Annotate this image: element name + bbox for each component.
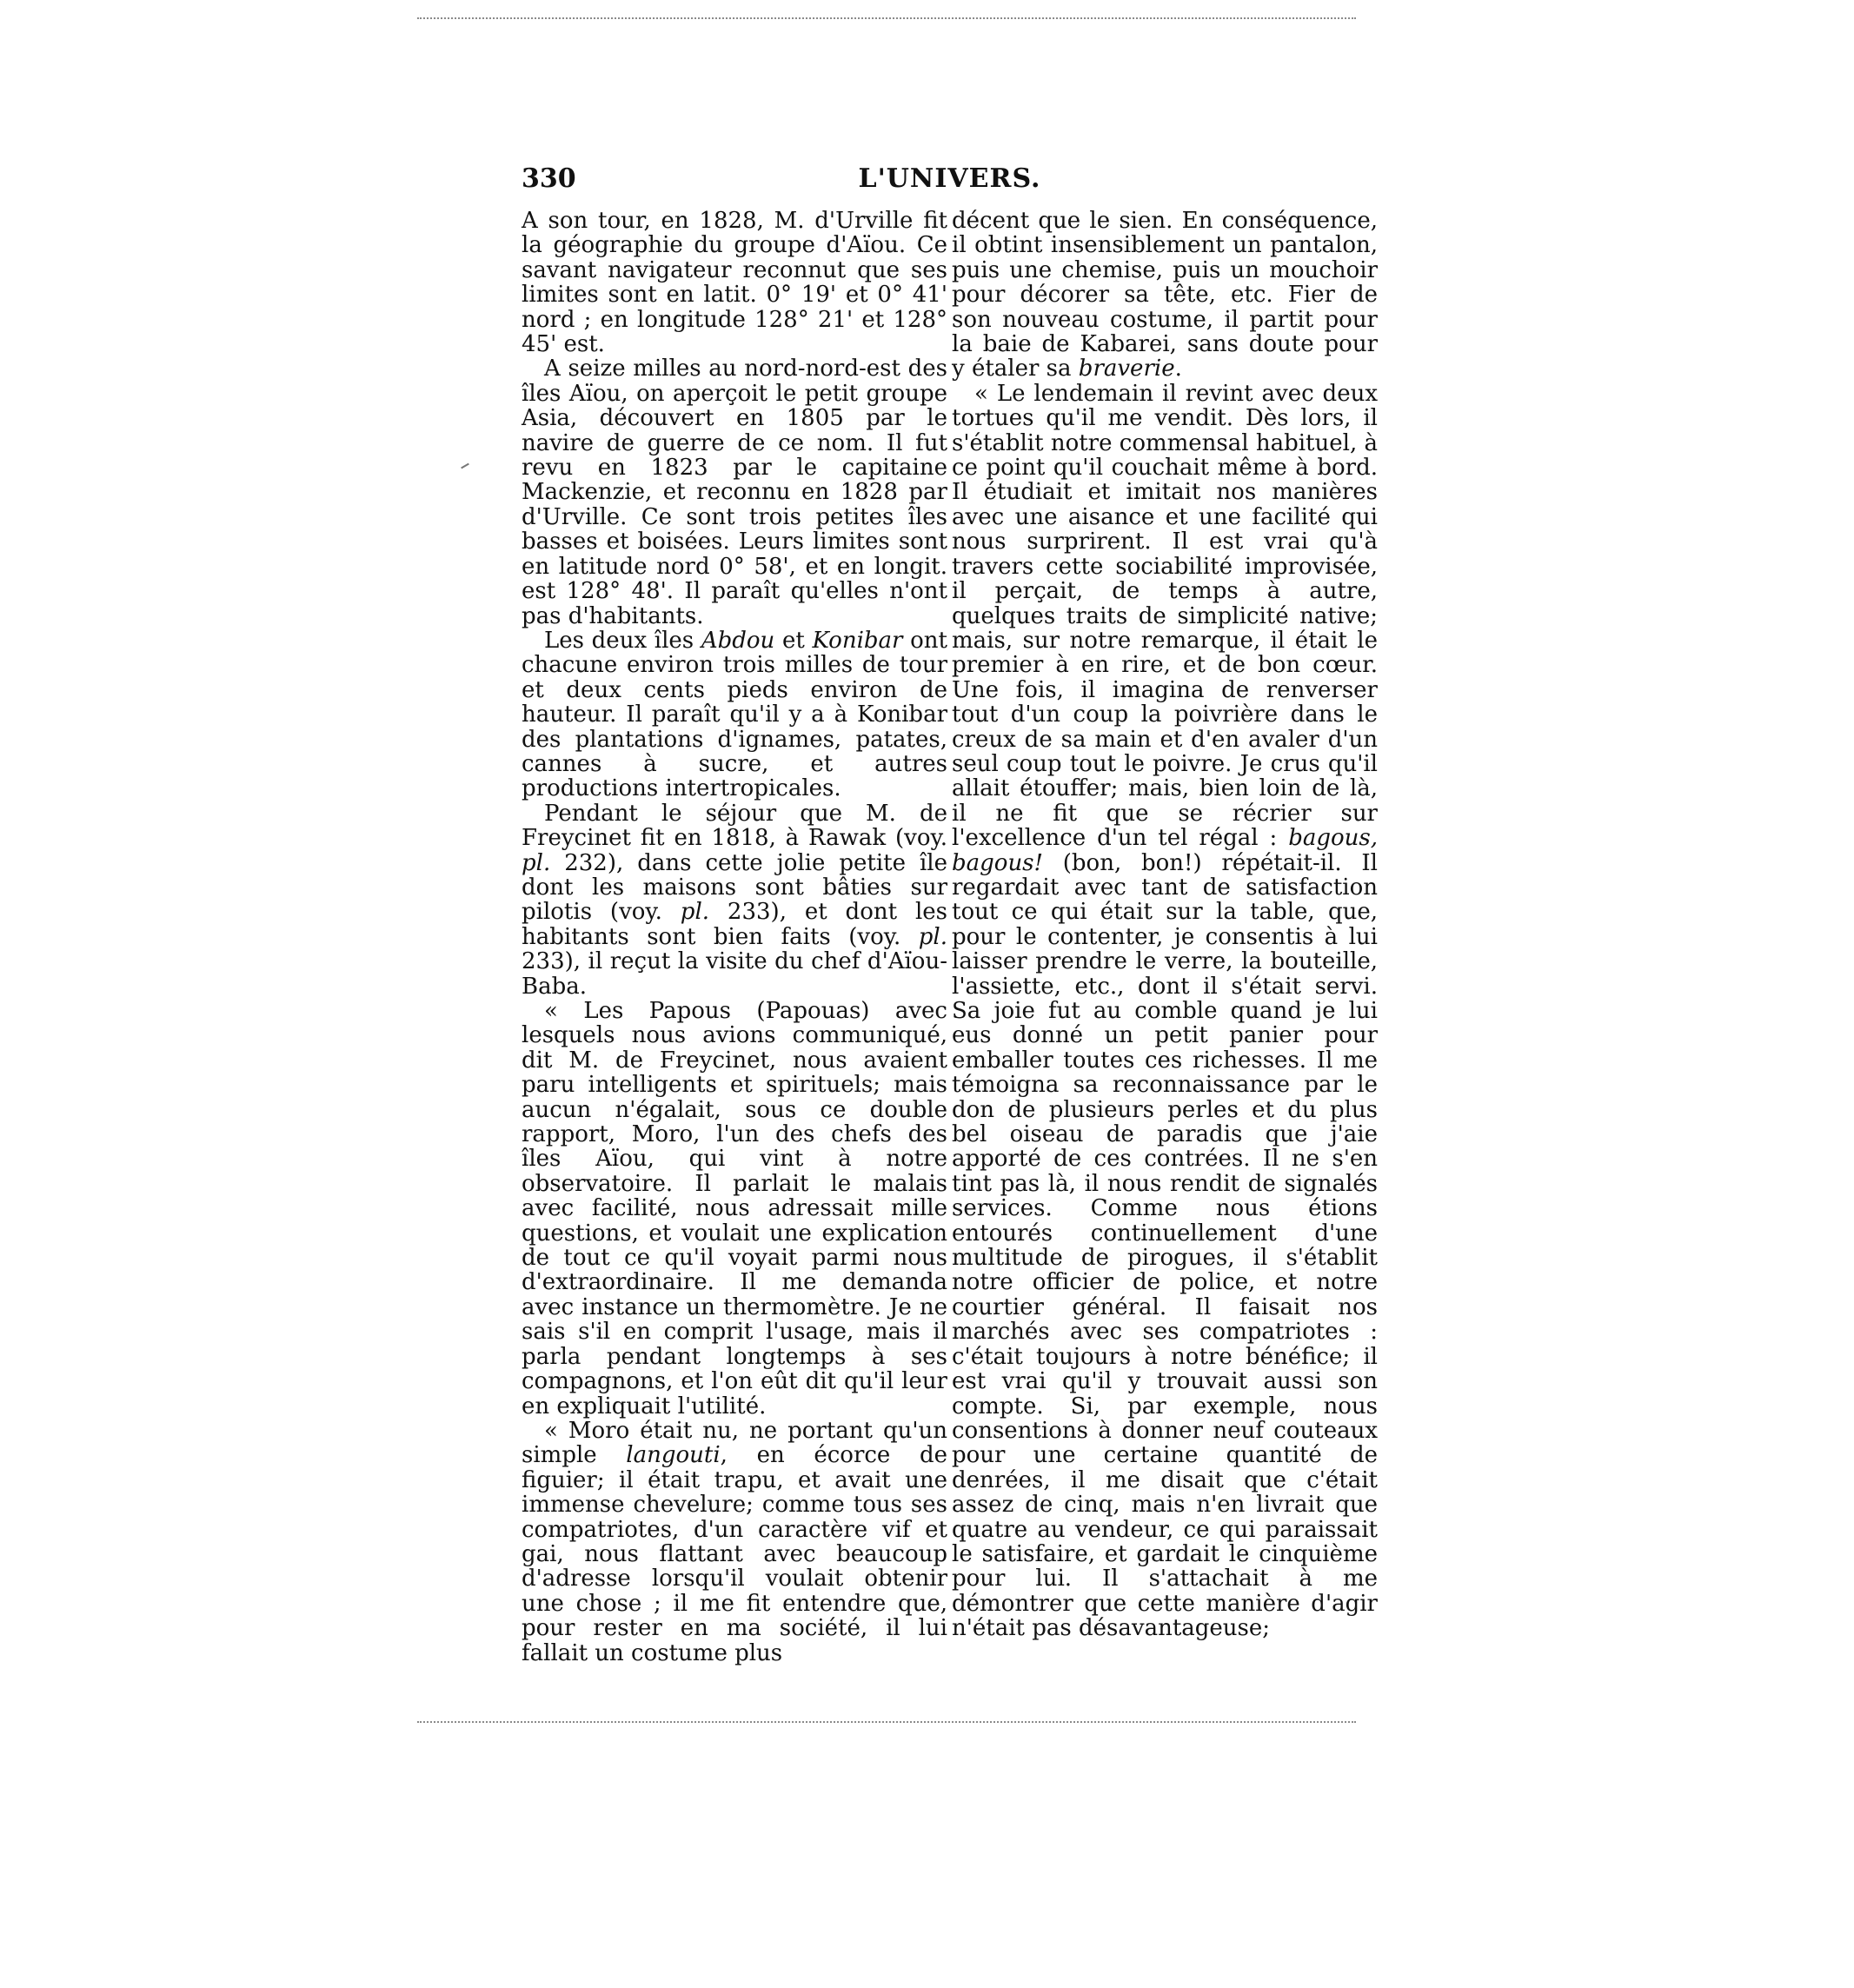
paragraph: A son tour, en 1828, M. d'Urville fit la géographie du groupe d'Aïou. Ce savant navigateur reconnut que ses limites sont en latit. 0° 19' et 0° 41' nord ; en longitude 128° 21' et 128° 45' est. [522,208,947,358]
plate-ref: pl. [522,849,551,876]
paragraph: « Moro était nu, ne portant qu'un simple langouti, en écorce de figuier; il était trapu, et avait une immense chevelure; comme tous ses compatriotes, d'un caractère vif et gai, nous flattant avec beaucoup d'adresse lorsqu'il voulait obtenir une chose ; il me fit entendre que, pour rester en ma société, il lui fallait un costume plus [522,1417,947,1666]
plate-ref: pl. [918,923,947,950]
right-column [952,209,1378,1641]
italic-quote: bagous, bagous! [952,825,1378,876]
page-header [522,163,1378,198]
italic-name: Abdou [701,627,775,654]
scan-edge-top [417,17,1356,19]
paragraph: « Le lendemain il revint avec deux tortues qu'il me vendit. Dès lors, il s'établit notre commensal habituel, à ce point qu'il couchait même à bord. Il étudiait et imitait nos manières avec une aisance et une facilité qui nous surprirent. Il est vrai qu'à travers cette sociabilité improvisée, il perçait, de temps à autre, quelques traits de simplicité native; mais, sur notre remarque, il était le premier à en rire, et de bon cœur. Une fois, il imagina de renverser tout d'un coup la poivrière dans le creux de sa main et d'en avaler d'un seul coup tout le poivre. Je crus qu'il allait étouffer; mais, bien loin de là, il ne fit que se récrier sur l'excellence d'un tel régal : bagous, bagous! (bon, bon!) répétait-il. Il regardait avec tant de satisfaction tout ce qui était sur la table, que, pour le contenter, je consentis à lui laisser prendre le verre, la bouteille, l'assiette, etc., dont il s'était servi. Sa joie fut au comble quand je lui eus donné un petit panier pour emballer toutes ces richesses. Il me témoigna sa reconnaissance par le don de plusieurs perles et du plus bel oiseau de paradis que j'aie apporté de ces contrées. Il ne s'en tint pas là, il nous rendit de signalés services. Comme nous étions entourés continuellement d'une multitude de pirogues, il s'établit notre officier de police, et notre courtier général. Il faisait nos marchés avec ses compatriotes : c'était toujours à notre bénéfice; il est vrai qu'il y trouvait aussi son compte. Si, par exemple, nous consentions à donner neuf couteaux pour une certaine quantité de denrées, il me disait que c'était assez de cinq, mais n'en livrait que quatre au vendeur, ce qui paraissait le satisfaire, et gardait le cinquième pour lui. Il s'attachait à me démontrer que cette manière d'agir n'était pas désavantageuse; [952,380,1378,1642]
paragraph: Les deux îles Abdou et Konibar ont chacune environ trois milles de tour et deux cents pieds environ de hauteur. Il paraît qu'il y a à Konibar des plantations d'ignames, patates, cannes à sucre, et autres productions intertropicales. [522,627,947,802]
scan-edge-bottom [417,1721,1356,1723]
italic-term: braverie [1078,356,1175,382]
running-title: L'UNIVERS. [858,163,1041,194]
scan-speck [461,463,469,469]
paragraph: Pendant le séjour que M. de Freycinet fit en 1818, à Rawak (voy. pl. 232), dans cette jolie petite île dont les maisons sont bâties sur pilotis (voy. pl. 233), et dont les habitants sont bien faits (voy. pl. 233), il reçut la visite du chef d'Aïou-Baba. [522,800,947,1000]
page-number: 330 [522,163,576,194]
left-column [522,209,947,1666]
italic-name: Konibar [812,627,903,654]
plate-ref: pl. [680,899,710,926]
paragraph: A seize milles au nord-nord-est des îles Aïou, on aperçoit le petit groupe Asia, découvert en 1805 par le navire de guerre de ce nom. Il fut revu en 1823 par le capitaine Mackenzie, et reconnu en 1828 par d'Urville. Ce sont trois petites îles basses et boisées. Leurs limites sont en latitude nord 0° 58', et en longit. est 128° 48'. Il paraît qu'elles n'ont pas d'habitants. [522,356,947,629]
paragraph: décent que le sien. En conséquence, il obtint insensiblement un pantalon, puis une chemise, puis un mouchoir pour décorer sa tête, etc. Fier de son nouveau costume, il partit pour la baie de Kabarei, sans doute pour y étaler sa braverie. [952,208,1378,382]
paragraph: « Les Papous (Papouas) avec lesquels nous avions communiqué, dit M. de Freycinet, nous avaient paru intelligents et spirituels; mais aucun n'égalait, sous ce double rapport, Moro, l'un des chefs des îles Aïou, qui vint à notre observatoire. Il parlait le malais avec facilité, nous adressait mille questions, et voulait une explication de tout ce qu'il voyait parmi nous d'extraordinaire. Il me demanda avec instance un thermomètre. Je ne sais s'il en comprit l'usage, mais il parla pendant longtemps à ses compagnons, et l'on eût dit qu'il leur en expliquait l'utilité. [522,998,947,1420]
italic-term: langouti [626,1442,721,1469]
